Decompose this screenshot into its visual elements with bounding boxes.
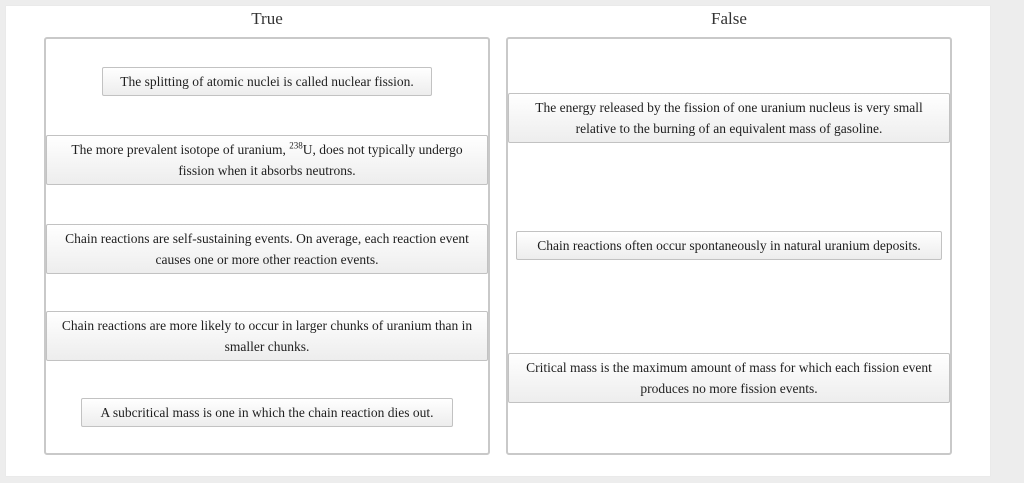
false-drop-zone[interactable]: [506, 37, 952, 455]
false-item-text: Chain reactions often occur spontaneously in natural uranium deposits.: [537, 238, 921, 253]
false-item-card[interactable]: [516, 231, 942, 260]
false-item-card[interactable]: [508, 353, 950, 403]
isotope-superscript: 238: [289, 140, 303, 151]
sorting-panel: [6, 6, 990, 476]
true-item-text: Chain reactions are self-sustaining events. On average, each reaction event causes one or more other reaction events.: [65, 231, 469, 267]
true-item-card[interactable]: [46, 224, 488, 274]
false-item-card[interactable]: [508, 93, 950, 143]
true-item-text: U, does not typically undergo fission when it absorbs neutrons.: [178, 142, 463, 178]
true-item-card[interactable]: [102, 67, 432, 96]
false-item-text: Critical mass is the maximum amount of mass for which each fission event produces no more fission events.: [526, 360, 932, 396]
true-item-text: Chain reactions are more likely to occur in larger chunks of uranium than in smaller chunks.: [61, 318, 473, 354]
false-column-title: False: [711, 9, 747, 28]
false-item-text: The energy released by the fission of one uranium nucleus is very small relative to the burning of an equivalent mass of gasoline.: [535, 100, 923, 136]
true-item-text: A subcritical mass is one in which the chain reaction dies out.: [100, 405, 434, 420]
true-drop-zone[interactable]: [44, 37, 490, 455]
true-column-title: True: [251, 9, 283, 28]
true-item-card[interactable]: [46, 135, 488, 185]
true-item-text: The splitting of atomic nuclei is called nuclear fission.: [120, 74, 414, 89]
true-item-text: The more prevalent isotope of uranium,: [71, 142, 290, 157]
true-item-card[interactable]: [81, 398, 453, 427]
true-item-card[interactable]: [46, 311, 488, 361]
